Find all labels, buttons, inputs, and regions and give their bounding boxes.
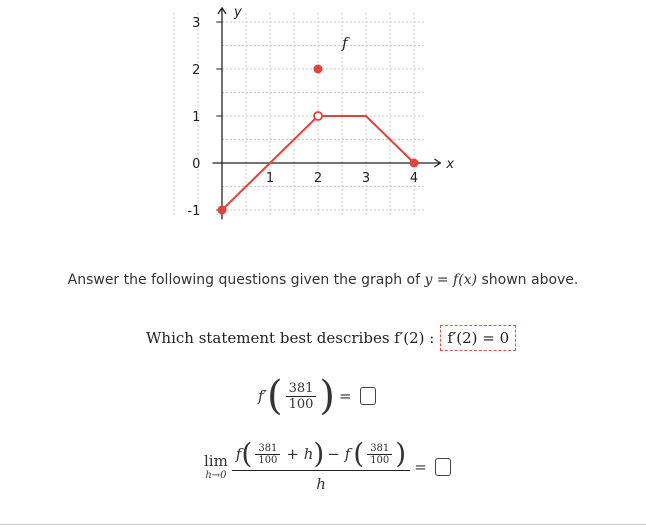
right-paren: ) <box>319 373 336 419</box>
limit-definition-equation <box>204 437 451 493</box>
f-prime-symbol: f′ <box>258 387 267 405</box>
y-tick-label: 3 <box>192 16 201 31</box>
question-statement <box>146 325 516 351</box>
x-tick-label: 3 <box>361 171 371 186</box>
answer-dropdown[interactable]: f′(2) = 0 <box>440 325 516 351</box>
curve-label: f <box>342 33 348 52</box>
x-tick-label: 1 <box>265 171 275 186</box>
closed-point <box>218 206 227 215</box>
answer-input-1[interactable] <box>360 387 376 405</box>
graph-grid <box>174 13 424 215</box>
limit-operator: lim h→0 <box>204 452 228 481</box>
open-point <box>314 112 322 120</box>
x-tick-label: 4 <box>409 171 419 186</box>
closed-point <box>314 65 323 74</box>
instructions-text: Answer the following questions given the graph of y = f(x) shown above. <box>67 272 579 288</box>
y-axis-label: y <box>234 4 242 20</box>
function-graph <box>0 0 646 260</box>
y-tick-label: 0 <box>192 157 201 172</box>
y-tick-label: 2 <box>192 63 201 78</box>
x-axis-label: x <box>446 157 455 172</box>
x-tick-label: 2 <box>313 171 323 186</box>
question-text: Which statement best describes f′(2) : <box>146 329 435 347</box>
equals-sign: = <box>339 387 352 405</box>
derivative-at-point-equation <box>258 373 376 419</box>
answer-input-2[interactable] <box>435 458 451 476</box>
left-paren: ( <box>266 373 283 419</box>
y-tick-label: 1 <box>192 110 201 125</box>
graph-axes <box>212 8 440 220</box>
equals-sign: = <box>414 457 427 476</box>
fraction-381-100: $\frac{381}{100}$ <box>286 381 317 412</box>
y-tick-label: -1 <box>187 204 201 219</box>
difference-quotient: f ( $\frac{381}{100}$ + h ) − f ( $\frac{381}{100}$ ) h <box>232 440 410 493</box>
closed-point <box>410 159 419 168</box>
divider <box>0 524 646 525</box>
